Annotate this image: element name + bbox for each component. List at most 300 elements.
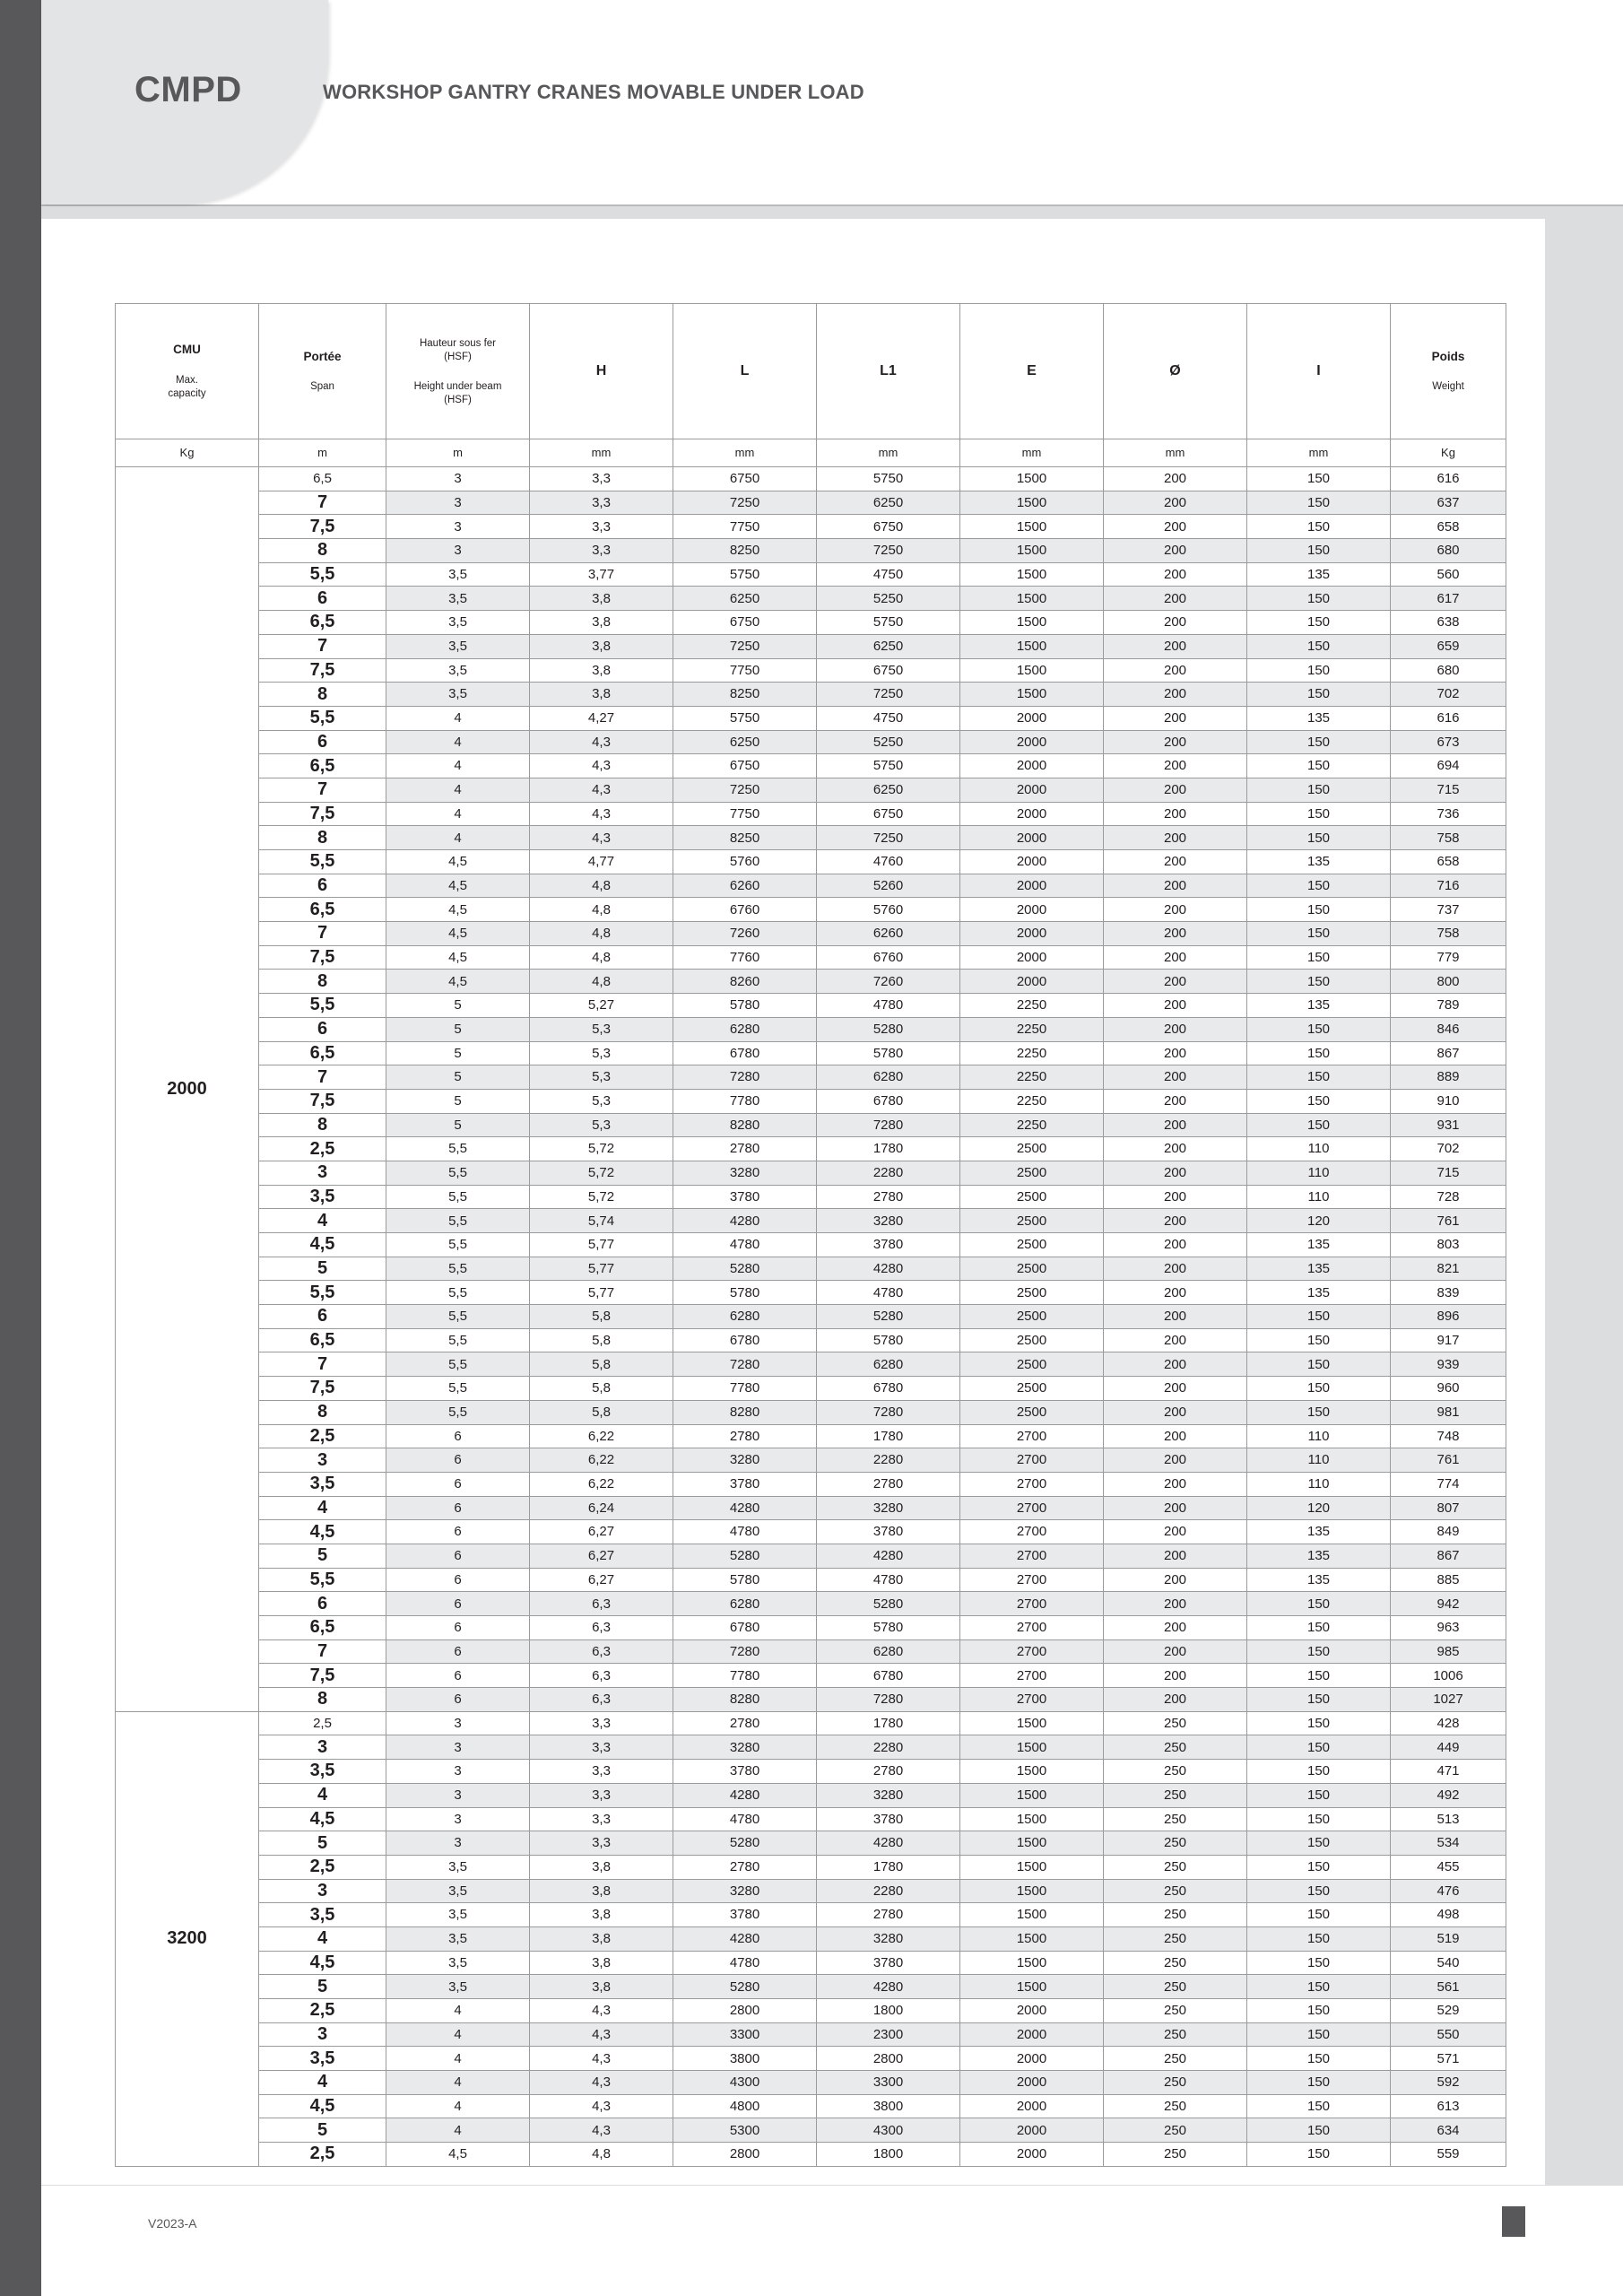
table-cell: 150 <box>1247 1855 1391 1879</box>
table-cell: 715 <box>1391 1161 1506 1185</box>
table-row <box>116 1041 1506 1065</box>
table-cell: 135 <box>1247 1568 1391 1592</box>
table-cell: 200 <box>1104 778 1247 802</box>
table-row <box>116 1065 1506 1090</box>
table-cell: 3 <box>386 467 530 491</box>
table-cell: 7,5 <box>259 802 386 826</box>
table-row <box>116 1975 1506 1999</box>
table-cell: 150 <box>1247 491 1391 515</box>
table-row <box>116 1520 1506 1544</box>
table-row <box>116 1424 1506 1448</box>
table-cell: 7250 <box>673 778 817 802</box>
table-cell: 3780 <box>817 1951 960 1975</box>
table-cell: 8250 <box>673 683 817 707</box>
table-cell: 2500 <box>960 1233 1104 1257</box>
table-cell: 2000 <box>960 970 1104 994</box>
table-cell: 200 <box>1104 1664 1247 1688</box>
table-row <box>116 611 1506 635</box>
table-cell: 5,5 <box>386 1328 530 1352</box>
table-cell: 6,27 <box>530 1544 673 1568</box>
table-cell: 561 <box>1391 1975 1506 1999</box>
table-cell: 7760 <box>673 945 817 970</box>
table-cell: 2700 <box>960 1639 1104 1664</box>
table-cell: 4,3 <box>530 802 673 826</box>
table-cell: 5 <box>386 994 530 1018</box>
table-cell: 6750 <box>817 802 960 826</box>
table-cell: 200 <box>1104 1233 1247 1257</box>
table-cell: 2780 <box>817 1185 960 1209</box>
table-cell: 150 <box>1247 515 1391 539</box>
table-cell: 1500 <box>960 1735 1104 1760</box>
table-row <box>116 683 1506 707</box>
table-cell: 135 <box>1247 1520 1391 1544</box>
table-cell: 5,72 <box>530 1137 673 1161</box>
table-row <box>116 1760 1506 1784</box>
table-cell: 3,5 <box>386 1975 530 1999</box>
table-row <box>116 1951 1506 1975</box>
table-row <box>116 1328 1506 1352</box>
table-header-row <box>116 304 1506 439</box>
table-cell: 3280 <box>673 1735 817 1760</box>
table-cell: 1780 <box>817 1137 960 1161</box>
table-cell: 150 <box>1247 922 1391 946</box>
table-cell: 6,22 <box>530 1472 673 1496</box>
table-cell: 5750 <box>817 467 960 491</box>
table-cell: 5,3 <box>530 1113 673 1137</box>
table-cell: 4,8 <box>530 922 673 946</box>
table-cell: 8250 <box>673 826 817 850</box>
table-cell: 2800 <box>673 2143 817 2167</box>
table-row <box>116 2047 1506 2071</box>
table-cell: 5,5 <box>259 850 386 874</box>
table-cell: 3,3 <box>530 515 673 539</box>
table-cell: 2500 <box>960 1352 1104 1377</box>
table-cell: 6780 <box>817 1664 960 1688</box>
table-row <box>116 1568 1506 1592</box>
table-cell: 1780 <box>817 1424 960 1448</box>
table-cell: 803 <box>1391 1233 1506 1257</box>
table-cell: 200 <box>1104 1137 1247 1161</box>
table-row <box>116 1017 1506 1041</box>
table-cell: 1027 <box>1391 1688 1506 1712</box>
table-cell: 150 <box>1247 1352 1391 1377</box>
table-row <box>116 1161 1506 1185</box>
table-cell: 4,5 <box>259 1807 386 1831</box>
table-cell: 150 <box>1247 539 1391 563</box>
table-cell: 150 <box>1247 1639 1391 1664</box>
unit-height: m <box>386 439 530 467</box>
table-cell: 2250 <box>960 994 1104 1018</box>
table-cell: 737 <box>1391 898 1506 922</box>
table-cell: 2700 <box>960 1472 1104 1496</box>
table-cell: 200 <box>1104 1424 1247 1448</box>
table-cell: 1500 <box>960 467 1104 491</box>
table-cell: 1500 <box>960 683 1104 707</box>
table-cell: 6 <box>386 1592 530 1616</box>
table-cell: 3 <box>386 1711 530 1735</box>
table-cell: 6,3 <box>530 1664 673 1688</box>
table-cell: 4280 <box>817 1257 960 1281</box>
capacity-cell: 3200 <box>116 1711 259 2166</box>
unit-h: mm <box>530 439 673 467</box>
table-cell: 250 <box>1104 2071 1247 2095</box>
table-cell: 250 <box>1104 2143 1247 2167</box>
header-height-under-beam: Height under beam <box>413 381 502 392</box>
table-cell: 3,8 <box>530 587 673 611</box>
table-cell: 702 <box>1391 1137 1506 1161</box>
table-cell: 867 <box>1391 1544 1506 1568</box>
table-cell: 4 <box>259 1926 386 1951</box>
unit-i: mm <box>1247 439 1391 467</box>
table-cell: 6 <box>259 874 386 898</box>
table-cell: 4280 <box>817 1975 960 1999</box>
table-cell: 1500 <box>960 1975 1104 1999</box>
table-cell: 4 <box>386 754 530 778</box>
table-cell: 680 <box>1391 658 1506 683</box>
table-cell: 4,3 <box>530 2022 673 2047</box>
table-cell: 250 <box>1104 1711 1247 1735</box>
header-l1-label: L1 <box>880 362 897 378</box>
table-cell: 110 <box>1247 1137 1391 1161</box>
table-cell: 6 <box>386 1544 530 1568</box>
table-cell: 4 <box>259 1209 386 1233</box>
table-cell: 3,5 <box>259 1760 386 1784</box>
table-cell: 200 <box>1104 730 1247 754</box>
table-cell: 5 <box>386 1065 530 1090</box>
table-cell: 5250 <box>817 587 960 611</box>
table-cell: 2000 <box>960 922 1104 946</box>
table-row <box>116 1711 1506 1735</box>
table-cell: 5760 <box>817 898 960 922</box>
table-cell: 4780 <box>817 1568 960 1592</box>
table-cell: 2000 <box>960 802 1104 826</box>
product-code: CMPD <box>135 70 242 109</box>
table-cell: 200 <box>1104 994 1247 1018</box>
table-cell: 200 <box>1104 1544 1247 1568</box>
table-cell: 200 <box>1104 1377 1247 1401</box>
table-cell: 5780 <box>817 1616 960 1640</box>
specifications-table <box>115 303 1506 2167</box>
table-cell: 4780 <box>673 1233 817 1257</box>
table-cell: 2280 <box>817 1161 960 1185</box>
table-cell: 4,77 <box>530 850 673 874</box>
table-cell: 150 <box>1247 658 1391 683</box>
table-cell: 8 <box>259 826 386 850</box>
table-cell: 889 <box>1391 1065 1506 1090</box>
table-cell: 3,3 <box>530 1711 673 1735</box>
table-cell: 2280 <box>817 1879 960 1903</box>
table-cell: 634 <box>1391 2118 1506 2143</box>
table-cell: 3800 <box>673 2047 817 2071</box>
table-row <box>116 1113 1506 1137</box>
table-cell: 4750 <box>817 562 960 587</box>
table-cell: 5 <box>386 1089 530 1113</box>
table-cell: 896 <box>1391 1305 1506 1329</box>
table-cell: 150 <box>1247 2094 1391 2118</box>
table-cell: 5,74 <box>530 1209 673 1233</box>
table-cell: 150 <box>1247 2118 1391 2143</box>
table-row <box>116 658 1506 683</box>
table-cell: 3,3 <box>530 467 673 491</box>
table-cell: 8 <box>259 1113 386 1137</box>
table-cell: 3 <box>259 1735 386 1760</box>
table-cell: 3,3 <box>530 491 673 515</box>
table-cell: 2700 <box>960 1544 1104 1568</box>
table-cell: 2780 <box>673 1137 817 1161</box>
table-cell: 7 <box>259 491 386 515</box>
table-cell: 758 <box>1391 826 1506 850</box>
table-cell: 7 <box>259 1065 386 1090</box>
table-cell: 250 <box>1104 1807 1247 1831</box>
table-cell: 4280 <box>673 1496 817 1520</box>
table-cell: 617 <box>1391 587 1506 611</box>
table-cell: 2700 <box>960 1568 1104 1592</box>
table-cell: 250 <box>1104 1760 1247 1784</box>
table-cell: 939 <box>1391 1352 1506 1377</box>
table-cell: 135 <box>1247 994 1391 1018</box>
table-cell: 5780 <box>817 1328 960 1352</box>
table-row <box>116 1879 1506 1903</box>
table-cell: 2500 <box>960 1281 1104 1305</box>
table-cell: 3 <box>386 539 530 563</box>
table-cell: 6280 <box>817 1352 960 1377</box>
table-cell: 5,77 <box>530 1281 673 1305</box>
table-cell: 150 <box>1247 1999 1391 2023</box>
table-cell: 200 <box>1104 587 1247 611</box>
table-cell: 150 <box>1247 1903 1391 1927</box>
footer-marker <box>1502 2206 1525 2237</box>
table-row <box>116 922 1506 946</box>
table-cell: 5,5 <box>259 562 386 587</box>
table-row <box>116 1233 1506 1257</box>
capacity-cell: 2000 <box>116 467 259 1712</box>
table-cell: 150 <box>1247 1879 1391 1903</box>
table-cell: 7280 <box>673 1352 817 1377</box>
table-cell: 250 <box>1104 2022 1247 2047</box>
table-cell: 1500 <box>960 1807 1104 1831</box>
table-cell: 2700 <box>960 1592 1104 1616</box>
table-cell: 4,3 <box>530 730 673 754</box>
table-cell: 150 <box>1247 1975 1391 1999</box>
table-row <box>116 1137 1506 1161</box>
table-cell: 135 <box>1247 850 1391 874</box>
table-cell: 2500 <box>960 1377 1104 1401</box>
table-cell: 6780 <box>673 1041 817 1065</box>
document-version: V2023-A <box>148 2216 197 2231</box>
table-cell: 3280 <box>817 1783 960 1807</box>
table-cell: 716 <box>1391 874 1506 898</box>
table-cell: 2250 <box>960 1089 1104 1113</box>
table-cell: 6 <box>386 1639 530 1664</box>
table-cell: 1500 <box>960 1951 1104 1975</box>
header-cmu: CMU <box>173 343 201 357</box>
table-cell: 6 <box>386 1520 530 1544</box>
table-cell: 2000 <box>960 826 1104 850</box>
table-cell: 250 <box>1104 2118 1247 2143</box>
table-row <box>116 1831 1506 1856</box>
table-cell: 534 <box>1391 1831 1506 1856</box>
table-cell: 5250 <box>817 730 960 754</box>
table-cell: 3,5 <box>386 683 530 707</box>
column-header-height-under-beam <box>386 304 530 439</box>
table-cell: 1800 <box>817 2143 960 2167</box>
table-cell: 5 <box>259 1257 386 1281</box>
table-cell: 4,5 <box>386 945 530 970</box>
table-cell: 6280 <box>673 1017 817 1041</box>
table-cell: 2000 <box>960 2047 1104 2071</box>
table-cell: 1500 <box>960 1711 1104 1735</box>
table-cell: 200 <box>1104 1592 1247 1616</box>
table-cell: 529 <box>1391 1999 1506 2023</box>
table-cell: 800 <box>1391 970 1506 994</box>
table-cell: 4,3 <box>530 1999 673 2023</box>
table-cell: 4,3 <box>530 2071 673 2095</box>
table-cell: 4,8 <box>530 898 673 922</box>
table-cell: 680 <box>1391 539 1506 563</box>
table-row <box>116 1855 1506 1879</box>
table-cell: 150 <box>1247 1305 1391 1329</box>
table-cell: 150 <box>1247 874 1391 898</box>
column-header-capacity <box>116 304 259 439</box>
table-cell: 3800 <box>817 2094 960 2118</box>
header-weight: Weight <box>1432 381 1464 393</box>
table-cell: 5750 <box>673 562 817 587</box>
table-cell: 3,5 <box>386 1855 530 1879</box>
table-cell: 3280 <box>673 1448 817 1473</box>
specs-table-wrapper <box>115 303 1506 2167</box>
table-cell: 7250 <box>817 539 960 563</box>
table-row <box>116 562 1506 587</box>
table-cell: 5,5 <box>386 1161 530 1185</box>
table-cell: 7,5 <box>259 1377 386 1401</box>
table-cell: 200 <box>1104 1400 1247 1424</box>
table-cell: 2280 <box>817 1735 960 1760</box>
table-cell: 2700 <box>960 1688 1104 1712</box>
table-cell: 150 <box>1247 2047 1391 2071</box>
table-cell: 4280 <box>673 1209 817 1233</box>
table-cell: 4780 <box>817 1281 960 1305</box>
table-cell: 8 <box>259 539 386 563</box>
column-header-weight <box>1391 304 1506 439</box>
table-cell: 6,3 <box>530 1639 673 1664</box>
table-cell: 250 <box>1104 1735 1247 1760</box>
table-cell: 120 <box>1247 1496 1391 1520</box>
table-cell: 821 <box>1391 1257 1506 1281</box>
table-cell: 728 <box>1391 1185 1506 1209</box>
table-cell: 110 <box>1247 1424 1391 1448</box>
table-row <box>116 491 1506 515</box>
table-cell: 5,5 <box>386 1257 530 1281</box>
table-cell: 150 <box>1247 1616 1391 1640</box>
table-cell: 2500 <box>960 1137 1104 1161</box>
table-cell: 6,5 <box>259 1041 386 1065</box>
table-cell: 4 <box>386 730 530 754</box>
table-cell: 1500 <box>960 562 1104 587</box>
table-cell: 5,8 <box>530 1377 673 1401</box>
table-cell: 4,8 <box>530 874 673 898</box>
table-cell: 3,3 <box>530 1831 673 1856</box>
table-cell: 7780 <box>673 1664 817 1688</box>
table-cell: 5,5 <box>386 1137 530 1161</box>
table-cell: 2,5 <box>259 1424 386 1448</box>
table-cell: 613 <box>1391 2094 1506 2118</box>
page-footer <box>41 2186 1623 2296</box>
table-cell: 250 <box>1104 1855 1247 1879</box>
table-cell: 200 <box>1104 1328 1247 1352</box>
table-cell: 3280 <box>673 1879 817 1903</box>
table-cell: 5,8 <box>530 1305 673 1329</box>
table-cell: 7,5 <box>259 1089 386 1113</box>
table-cell: 3780 <box>673 1185 817 1209</box>
table-cell: 4,8 <box>530 2143 673 2167</box>
table-cell: 250 <box>1104 1879 1247 1903</box>
table-cell: 150 <box>1247 1926 1391 1951</box>
table-cell: 150 <box>1247 1089 1391 1113</box>
table-cell: 3,5 <box>386 562 530 587</box>
table-cell: 4,8 <box>530 945 673 970</box>
table-cell: 4,3 <box>530 2118 673 2143</box>
table-cell: 4 <box>386 2094 530 2118</box>
table-cell: 150 <box>1247 1377 1391 1401</box>
table-cell: 200 <box>1104 1257 1247 1281</box>
table-cell: 4 <box>386 706 530 730</box>
table-cell: 7,5 <box>259 1664 386 1688</box>
table-cell: 135 <box>1247 1281 1391 1305</box>
table-cell: 2780 <box>817 1760 960 1784</box>
table-cell: 4760 <box>817 850 960 874</box>
table-row <box>116 850 1506 874</box>
table-cell: 2280 <box>817 1448 960 1473</box>
header-max: Max. <box>176 374 198 386</box>
table-cell: 2800 <box>817 2047 960 2071</box>
table-cell: 5 <box>259 1544 386 1568</box>
table-cell: 6,24 <box>530 1496 673 1520</box>
table-cell: 200 <box>1104 1520 1247 1544</box>
table-cell: 6750 <box>673 467 817 491</box>
table-cell: 2700 <box>960 1496 1104 1520</box>
table-cell: 3 <box>386 515 530 539</box>
table-cell: 5760 <box>673 850 817 874</box>
table-cell: 3,5 <box>259 1472 386 1496</box>
table-row <box>116 587 1506 611</box>
table-cell: 8 <box>259 1400 386 1424</box>
table-cell: 3780 <box>673 1903 817 1927</box>
table-cell: 6,5 <box>259 467 386 491</box>
table-cell: 550 <box>1391 2022 1506 2047</box>
table-cell: 5780 <box>673 1568 817 1592</box>
table-row <box>116 634 1506 658</box>
table-cell: 6750 <box>817 658 960 683</box>
table-cell: 715 <box>1391 778 1506 802</box>
table-cell: 7250 <box>817 683 960 707</box>
table-cell: 200 <box>1104 1305 1247 1329</box>
table-cell: 200 <box>1104 874 1247 898</box>
table-cell: 5 <box>386 1017 530 1041</box>
page-spine <box>0 0 41 2296</box>
table-row <box>116 994 1506 1018</box>
table-row <box>116 1496 1506 1520</box>
table-cell: 5280 <box>817 1017 960 1041</box>
table-row <box>116 1926 1506 1951</box>
table-cell: 200 <box>1104 1639 1247 1664</box>
table-cell: 4,3 <box>530 778 673 802</box>
table-cell: 5750 <box>817 611 960 635</box>
table-cell: 3 <box>386 1783 530 1807</box>
table-cell: 5,77 <box>530 1233 673 1257</box>
table-cell: 6250 <box>673 587 817 611</box>
header-hauteur-sous-fer: Hauteur sous fer <box>419 337 496 349</box>
table-cell: 6780 <box>673 1328 817 1352</box>
